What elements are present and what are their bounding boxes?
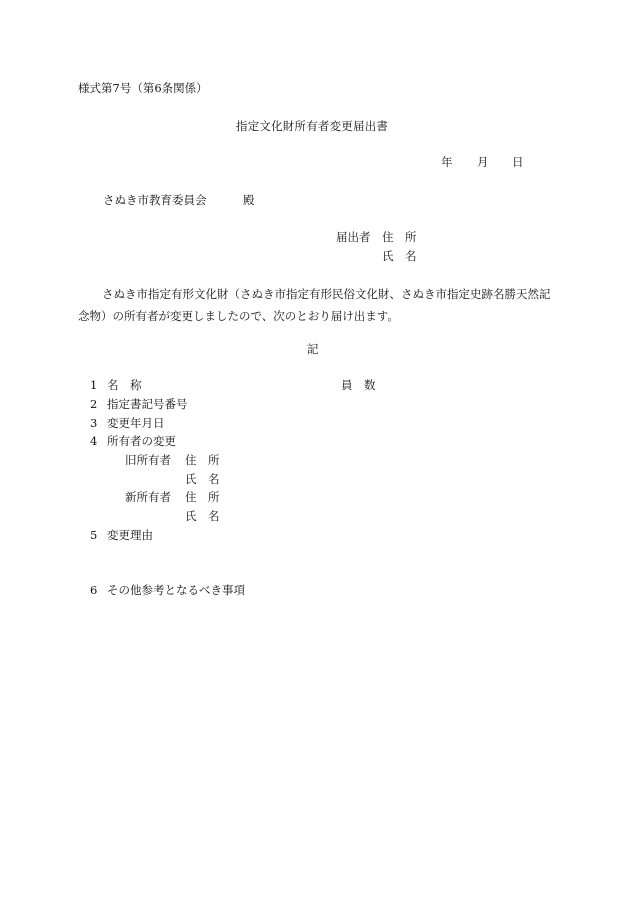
- item-1-number: 1: [90, 378, 98, 392]
- item-3-label: 変更年月日: [107, 416, 165, 430]
- item-4-number: 4: [90, 434, 98, 448]
- date-year-label: 年: [441, 155, 453, 169]
- addressee-honorific: 殿: [243, 193, 255, 207]
- item-5-number: 5: [90, 528, 98, 542]
- new-owner-label: 新所有者: [125, 490, 171, 504]
- old-owner-address-label: 住 所: [185, 453, 220, 467]
- item-1-quantity-label: 員 数: [341, 378, 376, 392]
- item-5-label: 変更理由: [107, 528, 153, 542]
- old-owner-name-label: 氏 名: [185, 472, 220, 486]
- notifier-address-label: 住 所: [382, 230, 417, 244]
- form-number: 様式第7号（第6条関係）: [78, 81, 208, 95]
- item-1-label: 名 称: [107, 378, 142, 392]
- item-4-label: 所有者の変更: [107, 434, 176, 448]
- item-2-number: 2: [90, 397, 98, 411]
- body-paragraph: さぬき市指定有形文化財（さぬき市指定有形民俗文化財、さぬき市指定史跡名勝天然記念物）の所有者が変更しましたので、次のとおり届け出ます。: [78, 287, 551, 323]
- date-day-label: 日: [512, 155, 524, 169]
- document-title: 指定文化財所有者変更届出書: [236, 119, 389, 133]
- item-6-label: その他参考となるべき事項: [107, 583, 245, 597]
- notifier-role: 届出者: [336, 230, 371, 244]
- addressee-name: さぬき市教育委員会: [103, 193, 207, 207]
- item-6-number: 6: [90, 583, 98, 597]
- item-2-label: 指定書記号番号: [107, 397, 188, 411]
- ki-heading: 記: [307, 342, 319, 356]
- new-owner-name-label: 氏 名: [185, 509, 220, 523]
- item-3-number: 3: [90, 416, 98, 430]
- new-owner-address-label: 住 所: [185, 490, 220, 504]
- notifier-name-label: 氏 名: [382, 249, 417, 263]
- old-owner-label: 旧所有者: [125, 453, 171, 467]
- date-month-label: 月: [477, 155, 489, 169]
